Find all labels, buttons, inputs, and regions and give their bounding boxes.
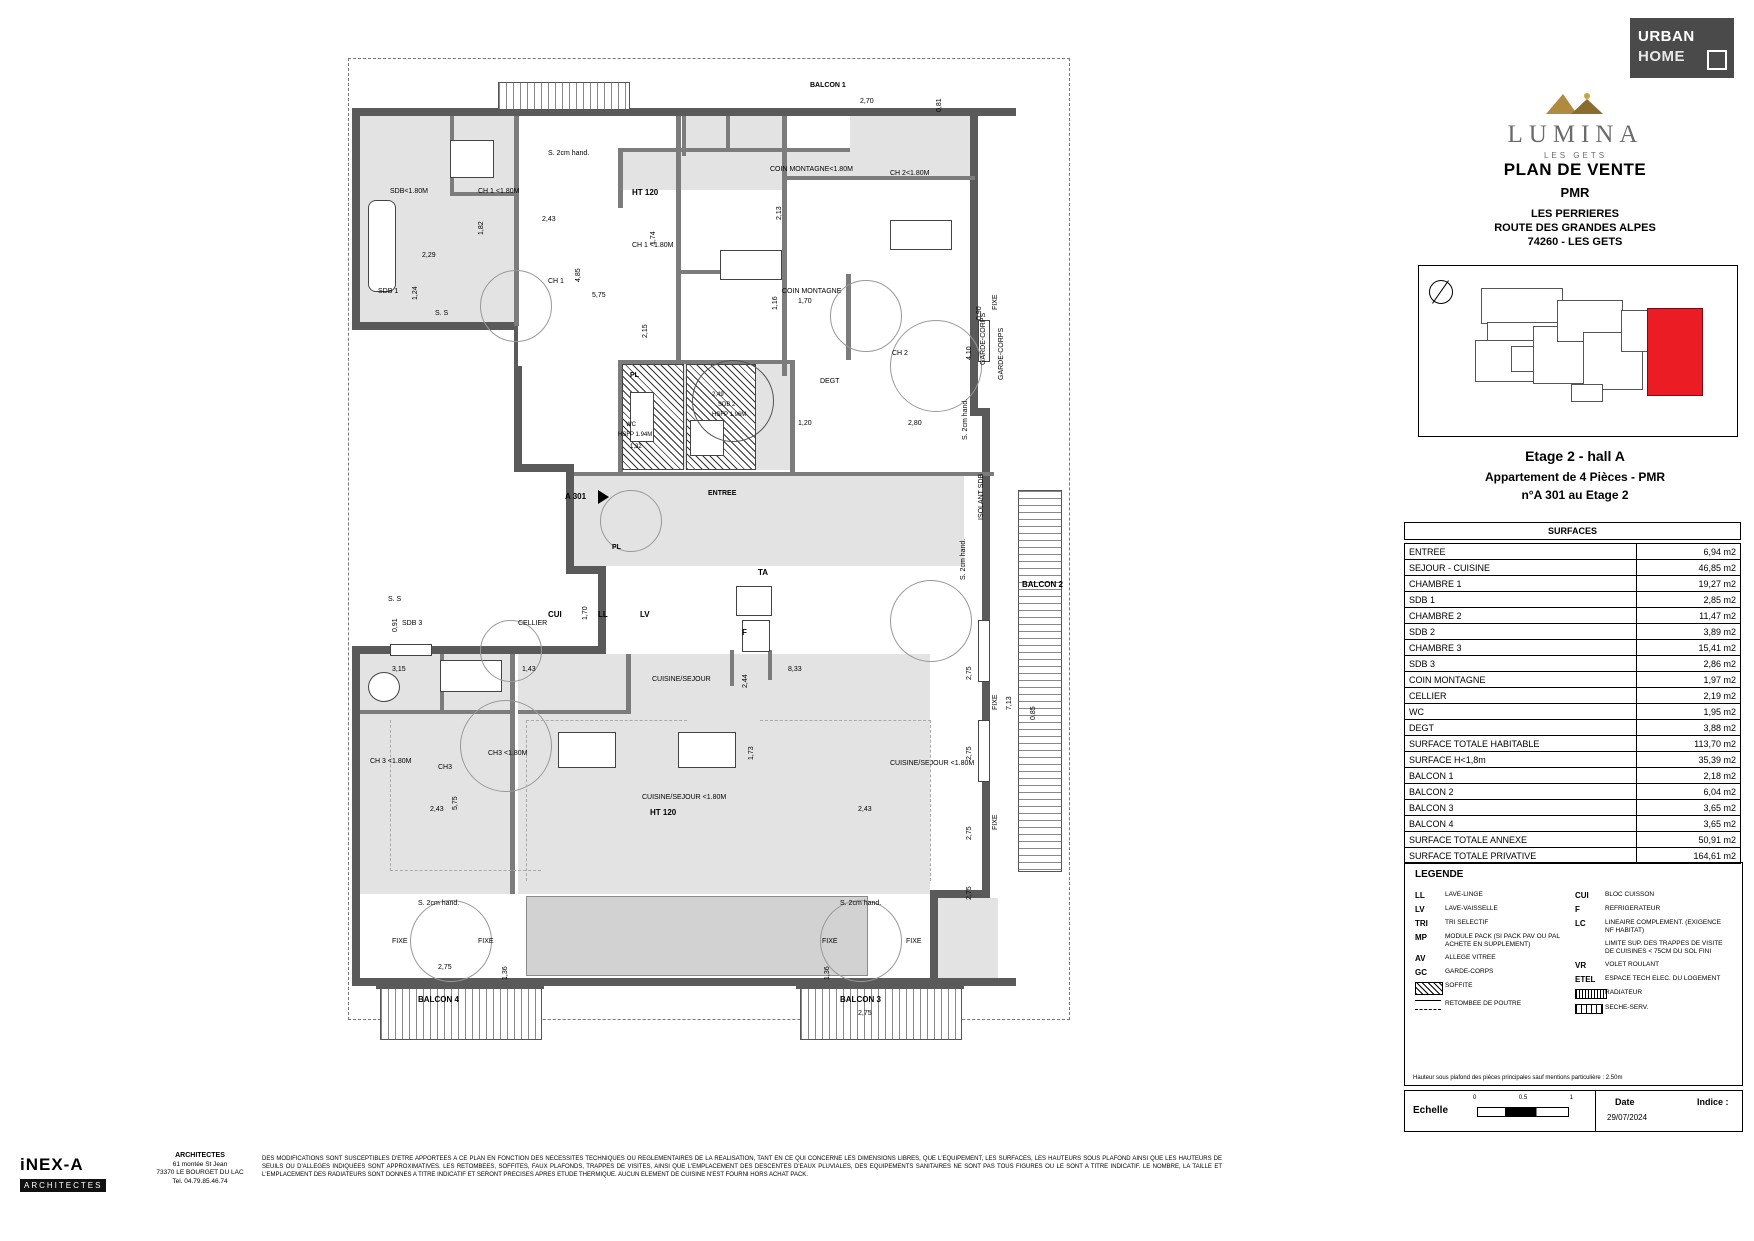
shower xyxy=(450,140,494,178)
surface-name: WC xyxy=(1405,704,1637,720)
note-cuisine-h2: CUISINE/SEJOUR <1.80M xyxy=(890,760,975,767)
dim: 4,10 xyxy=(966,346,973,360)
table-row xyxy=(1405,544,1741,560)
surface-value: 50,91 m2 xyxy=(1637,832,1741,848)
legend-column-left xyxy=(1415,891,1565,1015)
note-fixe-3: FIXE xyxy=(992,814,999,830)
legend-item xyxy=(1575,975,1725,984)
legend-item xyxy=(1575,905,1725,914)
inexa-subtitle: ARCHITECTES xyxy=(20,1179,106,1192)
legend-code: TRI xyxy=(1415,919,1428,928)
table-row xyxy=(1405,704,1741,720)
dim: 2,49 xyxy=(712,392,724,398)
legend-code: CUI xyxy=(1575,891,1589,900)
note-ll: LL xyxy=(598,610,608,619)
dim: 7,13 xyxy=(1006,696,1013,710)
radiator-icon xyxy=(1575,989,1607,999)
table-row xyxy=(1405,656,1741,672)
partition xyxy=(790,360,795,472)
surface-name: CHAMBRE 3 xyxy=(1405,640,1637,656)
door-swing xyxy=(890,580,972,662)
legend-item xyxy=(1415,1000,1565,1010)
table-row xyxy=(1405,816,1741,832)
surface-value: 6,04 m2 xyxy=(1637,784,1741,800)
key-plan-highlight xyxy=(1647,308,1703,396)
window xyxy=(978,620,990,682)
balcon-3 xyxy=(800,988,962,1040)
surface-value: 6,94 m2 xyxy=(1637,544,1741,560)
wall xyxy=(352,646,360,986)
urban-home-logo xyxy=(1630,18,1734,78)
legend-item xyxy=(1575,989,1725,999)
lumina-wordmark: LUMINA xyxy=(1507,121,1644,148)
legend-text: BLOC CUISSON xyxy=(1605,891,1655,898)
table-row xyxy=(1405,624,1741,640)
unit-number: n°A 301 au Etage 2 xyxy=(1521,488,1629,502)
dim: 5,75 xyxy=(452,796,459,810)
surface-value: 3,89 m2 xyxy=(1637,624,1741,640)
legend-text: VOLET ROULANT xyxy=(1605,961,1660,968)
note-ta: TA xyxy=(758,568,769,577)
surface-value: 3,65 m2 xyxy=(1637,800,1741,816)
wall xyxy=(796,984,964,989)
surface-name: CHAMBRE 2 xyxy=(1405,608,1637,624)
architect-phone: Tel. 04.79.85.46.74 xyxy=(172,1177,228,1185)
legend-text: RETOMBEE DE POUTRE xyxy=(1445,1000,1522,1007)
legend-item xyxy=(1415,891,1565,900)
legend-footnote: Hauteur sous plafond des pièces principales sauf mentions particulière : 2.50m xyxy=(1413,1075,1623,1081)
wall xyxy=(376,984,544,989)
surface-name: BALCON 1 xyxy=(1405,768,1637,784)
surface-value: 2,85 m2 xyxy=(1637,592,1741,608)
dim: 2,29 xyxy=(422,252,436,259)
dim: 4,85 xyxy=(575,268,582,282)
door-swing xyxy=(692,360,774,442)
mountain-icon xyxy=(1541,90,1611,116)
legend-code: AV xyxy=(1415,954,1426,963)
legend-code xyxy=(1415,982,1445,995)
beam-drop-icon xyxy=(1415,1000,1441,1010)
dim: 2,75 xyxy=(966,886,973,900)
surface-name: SURFACE H<1,8m xyxy=(1405,752,1637,768)
dim: 1,82 xyxy=(478,221,485,235)
table-row xyxy=(1405,784,1741,800)
dim: 3,15 xyxy=(392,666,406,673)
inexa-name: iNEX-A xyxy=(20,1155,84,1174)
note-handrail-b1: S. 2cm hand. xyxy=(418,900,460,907)
unit-floor-hall: Etage 2 - hall A xyxy=(1525,448,1625,464)
surfaces-header: SURFACES xyxy=(1404,522,1741,540)
surface-value: 3,65 m2 xyxy=(1637,816,1741,832)
architect-address-2: 73370 LE BOURGET DU LAC xyxy=(156,1169,244,1176)
dim: 8,33 xyxy=(788,666,802,673)
dim: 2,43 xyxy=(858,806,872,813)
legend-text: ESPACE TECH ELEC. DU LOGEMENT xyxy=(1605,975,1721,982)
table-row xyxy=(1405,576,1741,592)
partition xyxy=(676,116,681,366)
surface-value: 164,61 m2 xyxy=(1637,848,1741,864)
note-fixe-b4: FIXE xyxy=(906,938,922,945)
dim: 2,44 xyxy=(742,674,749,688)
note-handrail-b2: S. 2cm hand. xyxy=(840,900,882,907)
dim: 1,74 xyxy=(650,231,657,245)
note-ch2-height: CH 2<1.80M xyxy=(890,170,930,177)
table-row xyxy=(1405,752,1741,768)
wall xyxy=(514,464,574,472)
surface-name: CELLIER xyxy=(1405,688,1637,704)
table-row xyxy=(1405,672,1741,688)
surface-name: CHAMBRE 1 xyxy=(1405,576,1637,592)
date-label: Date xyxy=(1615,1097,1635,1107)
unit-info xyxy=(1420,448,1730,502)
legend-code: LV xyxy=(1415,905,1425,914)
legend-item xyxy=(1415,954,1565,963)
dim: 2,80 xyxy=(908,420,922,427)
legend-item xyxy=(1415,905,1565,914)
label-ch1: CH 1 xyxy=(548,278,564,285)
dim: 2,75 xyxy=(966,746,973,760)
legend-code xyxy=(1575,1004,1605,1014)
dim: 2,13 xyxy=(776,206,783,220)
room-corner xyxy=(938,898,998,978)
note-hsfp2: HSFP 1.96M xyxy=(712,412,747,418)
partition xyxy=(682,116,686,156)
label-sdb1: SDB 1 xyxy=(378,288,399,295)
address-line-3: 74260 - LES GETS xyxy=(1527,236,1623,248)
legend-item xyxy=(1575,891,1725,900)
surfaces-rows xyxy=(1404,543,1741,864)
label-coin-montagne: COIN MONTAGNE xyxy=(782,288,842,295)
window xyxy=(890,220,952,250)
note-garde-corps-2: GARDE-CORPS xyxy=(998,327,1005,380)
note-lv: LV xyxy=(640,610,650,619)
wall xyxy=(930,890,990,898)
label-ch3: CH3 xyxy=(438,764,453,771)
dim: 0,85 xyxy=(1030,706,1037,720)
slope-indicator xyxy=(760,720,931,881)
legend-code xyxy=(1575,989,1605,999)
key-plan xyxy=(1418,265,1738,437)
note-ss: S. S xyxy=(435,310,449,317)
legend-code: F xyxy=(1575,905,1580,914)
lumina-subtitle: LES GETS xyxy=(1543,151,1608,160)
legend-code: ETEL xyxy=(1575,975,1596,984)
surface-name: BALCON 2 xyxy=(1405,784,1637,800)
table-row xyxy=(1405,560,1741,576)
dim: 2,75 xyxy=(966,826,973,840)
legend-text: REFRIGERATEUR xyxy=(1605,905,1661,912)
table-row xyxy=(1405,720,1741,736)
dim: 2,43 xyxy=(430,806,444,813)
legend-title: LEGENDE xyxy=(1415,869,1464,880)
note-fixe-b3: FIXE xyxy=(822,938,838,945)
partition xyxy=(620,148,850,152)
legend-column-right xyxy=(1575,891,1725,1019)
dim: 1,43 xyxy=(522,666,536,673)
scale-tick-2: 1 xyxy=(1569,1095,1573,1101)
sink xyxy=(368,672,400,702)
partition xyxy=(618,148,623,208)
legend-box xyxy=(1404,862,1743,1086)
dim: 0,81 xyxy=(936,98,943,112)
legend-text: SECHE-SERV. xyxy=(1605,1004,1649,1011)
wall xyxy=(566,464,574,574)
legend-code: LC xyxy=(1575,919,1586,928)
note-cui: CUI xyxy=(548,610,562,619)
note-fixe-b1: FIXE xyxy=(392,938,408,945)
page-subtitle: PMR xyxy=(1560,185,1590,200)
partition xyxy=(768,650,772,680)
dim: 1,36 xyxy=(824,966,831,980)
floor-plan xyxy=(330,20,1390,1080)
inexa-logo xyxy=(20,1155,140,1193)
scale-bar-icon xyxy=(1477,1107,1569,1117)
legend-text: LIMITE SUP. DES TRAPPES DE VISITE DE CUISINES < 75CM DU SOL FINI xyxy=(1605,940,1723,955)
balcon-2 xyxy=(1018,490,1062,872)
label-pl-1: PL xyxy=(630,372,639,379)
architect-title: ARCHITECTES xyxy=(175,1152,225,1159)
dim: 1,73 xyxy=(748,746,755,760)
scale-tick-0: 0 xyxy=(1473,1095,1477,1101)
address-line-2: ROUTE DES GRANDES ALPES xyxy=(1494,222,1656,234)
surface-name: SDB 3 xyxy=(1405,656,1637,672)
page-title: PLAN DE VENTE xyxy=(1503,160,1647,179)
lumina-logo xyxy=(1438,90,1713,160)
architect-info xyxy=(140,1152,260,1186)
note-ht120: HT 120 xyxy=(632,188,659,197)
note-ch1-b: CH 1 <1.80M xyxy=(632,242,674,249)
table-row xyxy=(1405,608,1741,624)
legend-item xyxy=(1415,933,1565,949)
address-line-1: LES PERRIERES xyxy=(1530,208,1620,220)
legend-code: VR xyxy=(1575,961,1587,970)
balcon-4 xyxy=(380,988,542,1040)
note-sdb2: SDB 2 xyxy=(718,402,736,408)
note-handrail-r2: S. 2cm hand. xyxy=(960,538,967,580)
note-ch3-h: CH 3 <1.80M xyxy=(370,758,412,765)
dim: 1,24 xyxy=(412,286,419,300)
indice-label: Indice : xyxy=(1697,1097,1729,1107)
unit-description: Appartement de 4 Pièces - PMR xyxy=(1484,470,1666,484)
label-balcon-1: BALCON 1 xyxy=(810,82,846,89)
note-cuisine-h: CUISINE/SEJOUR <1.80M xyxy=(642,794,727,801)
urban-logo-square-icon xyxy=(1707,50,1727,70)
note-handrail: S. 2cm hand. xyxy=(548,150,590,157)
dim: 2,75 xyxy=(858,1010,872,1017)
label-entree: ENTREE xyxy=(708,490,737,497)
urban-logo-line1: URBAN xyxy=(1638,28,1695,45)
towel-rail-icon xyxy=(1575,1004,1603,1014)
label-balcon-2: BALCON 2 xyxy=(1022,580,1063,589)
legend-code: MP xyxy=(1415,933,1427,942)
table-row xyxy=(1405,768,1741,784)
dim: 0,91 xyxy=(392,618,399,632)
dim: 5,75 xyxy=(592,292,606,299)
surface-name: SURFACE TOTALE PRIVATIVE xyxy=(1405,848,1637,864)
surface-name: SDB 2 xyxy=(1405,624,1637,640)
dim: 2,15 xyxy=(642,324,649,338)
surface-value: 15,41 m2 xyxy=(1637,640,1741,656)
legend-item xyxy=(1415,982,1565,995)
surface-name: ENTREE xyxy=(1405,544,1637,560)
architect-address-1: 61 montée St Jean xyxy=(172,1160,228,1168)
legend-text: LAVE-VAISSELLE xyxy=(1445,905,1498,912)
key-plan-building xyxy=(1471,280,1721,422)
dim: 1,70 xyxy=(582,606,589,620)
note-ch1-height: CH 1 <1.80M xyxy=(478,188,520,195)
scale-label: Echelle xyxy=(1413,1105,1449,1116)
surface-value: 113,70 m2 xyxy=(1637,736,1741,752)
partition xyxy=(785,176,975,180)
legend-item xyxy=(1575,961,1725,970)
wall xyxy=(930,890,938,986)
legend-item xyxy=(1575,1004,1725,1014)
surface-name: SEJOUR - CUISINE xyxy=(1405,560,1637,576)
disclaimer-text: DES MODIFICATIONS SONT SUSCEPTIBLES D'ETRE APPORTEES A CE PLAN EN FONCTION DES NECESSITES TECHNIQUES OU REGLEMENTAIRES DE LA REALISATION, TANT EN CE QUI CONCERNE LES DIMENSIONS LIBRES, QUE L'EQUIPEMENT, LES SURFACES, LES HAUTEURS SOUS PLAFOND AINSI QUE LES HAUTEURS DE SEUILS OU D'ALLEGES INDIQUEES SONT APPROXIMATIVES. LES RETOMBEES, SOFFITES, FAUX PLAFONDS, TRAPPES DE VISITES, AINSI QUE L'EMPLACEMENT DES DESCENTES D'EAUX PLUVIALES, DES EQUIPEMENTS SANITAIRES NE SONT PAS TOUS FIGURES OU LE SONT A TITRE INDICATIF. LE NOMBRE, LA TAILLE ET L'EMPLACEMENT DES RADIATEURS SONT DONNES A TITRE INDICATIF ET SERONT PRECISES APRES ETUDE THERMIQUE. AUCUN ELEMENT DE CUISINE N'EST FOURNI HORS ACHAT PACK. xyxy=(262,1156,1222,1178)
soffite-hatch-icon xyxy=(1415,982,1443,995)
surface-value: 11,47 m2 xyxy=(1637,608,1741,624)
divider xyxy=(1595,1091,1596,1131)
partition xyxy=(574,472,994,476)
legend-text: MODULE PACK (SI PACK PAV OU PAL ACHETE EN SUPPLEMENT) xyxy=(1445,933,1560,948)
legend-item xyxy=(1575,919,1725,935)
urban-logo-line2: HOME xyxy=(1638,48,1685,65)
note-handrail-r: S. 2cm hand. xyxy=(962,398,969,440)
table-row xyxy=(1405,592,1741,608)
note-sdb-height: SDB<1.80M xyxy=(390,188,428,195)
entry-arrow-icon xyxy=(598,490,609,504)
door-swing xyxy=(600,490,662,552)
note-wc: WC xyxy=(626,422,636,428)
bathtub xyxy=(368,200,396,292)
scale-ticks xyxy=(1473,1095,1573,1101)
window xyxy=(720,250,782,280)
door-tag: A 301 xyxy=(565,492,587,501)
note-garde-corps: GARDE-CORPS xyxy=(980,312,987,365)
surface-name: COIN MONTAGNE xyxy=(1405,672,1637,688)
legend-item xyxy=(1415,919,1565,928)
surface-value: 2,18 m2 xyxy=(1637,768,1741,784)
surface-name: SURFACE TOTALE HABITABLE xyxy=(1405,736,1637,752)
legend-text: GARDE-CORPS xyxy=(1445,968,1494,975)
label-sdb3: SDB 3 xyxy=(402,620,423,627)
partition xyxy=(626,654,631,714)
wall xyxy=(352,108,1016,116)
surface-value: 35,39 m2 xyxy=(1637,752,1741,768)
legend-item xyxy=(1575,940,1725,956)
surface-value: 3,88 m2 xyxy=(1637,720,1741,736)
partition xyxy=(726,116,730,152)
label-balcon-3: BALCON 3 xyxy=(840,995,881,1004)
table-row xyxy=(1405,736,1741,752)
title-block xyxy=(1420,160,1730,249)
table-row xyxy=(1405,800,1741,816)
note-fixe-b2: FIXE xyxy=(478,938,494,945)
room-sejour-north xyxy=(628,654,930,714)
label-balcon-4: BALCON 4 xyxy=(418,995,459,1004)
label-cellier: CELLIER xyxy=(518,620,548,627)
dim: 1,70 xyxy=(798,298,812,305)
note-ch3-h2: CH3 <1.80M xyxy=(488,750,528,757)
scale-box xyxy=(1404,1090,1743,1132)
surface-value: 1,97 m2 xyxy=(1637,672,1741,688)
label-ch2: CH 2 xyxy=(892,350,908,357)
dim: 1,36 xyxy=(502,966,509,980)
surface-value: 2,86 m2 xyxy=(1637,656,1741,672)
terrace-area xyxy=(526,896,868,976)
surface-name: BALCON 3 xyxy=(1405,800,1637,816)
slope-indicator xyxy=(390,720,541,871)
surface-name: BALCON 4 xyxy=(1405,816,1637,832)
table-row xyxy=(1405,832,1741,848)
table-row xyxy=(1405,640,1741,656)
wall xyxy=(352,108,360,330)
window xyxy=(390,644,432,656)
kitchen-unit xyxy=(736,586,772,616)
balcon-1 xyxy=(498,82,630,110)
partition xyxy=(730,650,734,686)
note-hsfp1: HSFP 1.94M xyxy=(618,432,653,438)
dim: 0,90 xyxy=(976,306,983,320)
note-isolant: ISOLANT SDB xyxy=(978,473,985,520)
legend-code: GC xyxy=(1415,968,1427,977)
window xyxy=(978,720,990,782)
dim: 1,20 xyxy=(798,420,812,427)
legend-text: SOFFITE xyxy=(1445,982,1473,989)
legend-item xyxy=(1415,968,1565,977)
dim: 2,43 xyxy=(542,216,556,223)
dim: 1,16 xyxy=(772,296,779,310)
partition xyxy=(782,116,787,376)
north-arrow-icon xyxy=(1429,280,1453,304)
scale-tick-1: 0.5 xyxy=(1518,1095,1528,1101)
note-coin-montagne-h: COIN MONTAGNE<1.80M xyxy=(770,166,853,173)
legend-code: LL xyxy=(1415,891,1425,900)
dim: 2,75 xyxy=(966,666,973,680)
note-f: F xyxy=(742,628,747,637)
legend-text: LAVE-LINGE xyxy=(1445,891,1483,898)
label-cuisine-sejour: CUISINE/SEJOUR xyxy=(652,676,711,683)
label-degt: DEGT xyxy=(820,378,840,385)
dim: 1,32 xyxy=(630,444,642,450)
dim: 2,70 xyxy=(860,98,874,105)
door-swing xyxy=(480,270,552,342)
table-row xyxy=(1405,688,1741,704)
legend-text: TRI SELECTIF xyxy=(1445,919,1489,926)
label-pl-2: PL xyxy=(612,544,621,551)
note-ss-2: S. S xyxy=(388,596,402,603)
surface-name: SURFACE TOTALE ANNEXE xyxy=(1405,832,1637,848)
legend-text: ALLEGE VITREE xyxy=(1445,954,1496,961)
surfaces-table xyxy=(1404,522,1741,864)
surface-name: SDB 1 xyxy=(1405,592,1637,608)
surface-value: 1,95 m2 xyxy=(1637,704,1741,720)
legend-code xyxy=(1415,1000,1445,1010)
note-ht120-2: HT 120 xyxy=(650,808,677,817)
date-value: 29/07/2024 xyxy=(1607,1113,1648,1122)
surface-value: 46,85 m2 xyxy=(1637,560,1741,576)
legend-text: LINEAIRE COMPLEMENT. (EXIGENCE NF HABITAT) xyxy=(1605,919,1721,934)
legend-text: RADIATEUR xyxy=(1605,989,1643,996)
note-fixe-2: FIXE xyxy=(992,694,999,710)
dim: 2,75 xyxy=(438,964,452,971)
surface-name: DEGT xyxy=(1405,720,1637,736)
surface-value: 19,27 m2 xyxy=(1637,576,1741,592)
note-fixe: FIXE xyxy=(992,294,999,310)
surface-value: 2,19 m2 xyxy=(1637,688,1741,704)
